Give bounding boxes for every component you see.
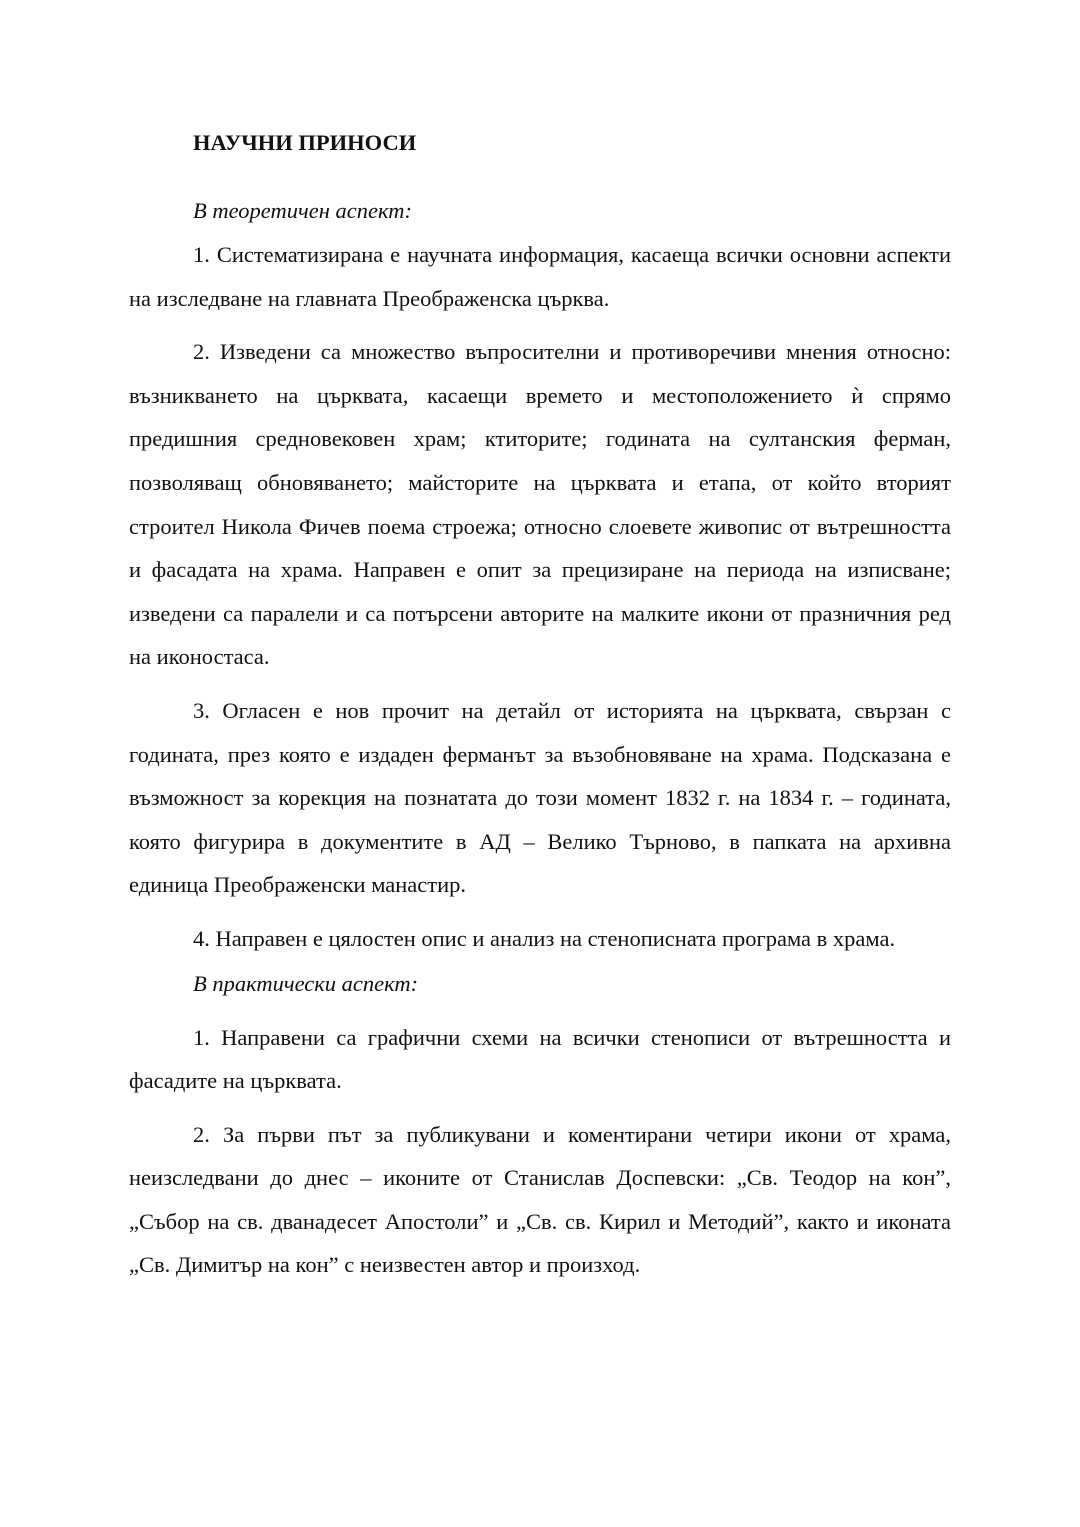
theoretical-item-2: 2. Изведени са множество въпросителни и противоречиви мнения относно: възникването на църквата, касаещи времето и местоположението ѝ спрямо предишния средновековен храм; ктиторите; годината на султанския ферман, позволяващ обновяването; майсторите на църквата и етапа, от който вторият строител Никола Фичев поема строежа; относно слоевете живопис от вътрешността и фасадата на храма. Направен е опит за прецизиране на периода на изписване; изведени са паралели и са потърсени авторите на малките икони от празничния ред на иконостаса. — [129, 339, 951, 670]
document-body — [129, 120, 951, 1297]
section-title: НАУЧНИ ПРИНОСИ — [193, 130, 417, 155]
theoretical-item-4: 4. Направен е цялостен опис и анализ на стенописната програма в храма. — [193, 925, 896, 951]
theoretical-item-1: 1. Систематизирана е научната информация, касаеща всички основни аспекти на изследване на главната Преображенска църква. — [129, 242, 951, 311]
practical-item-1: 1. Направени са графични схеми на всички стенописи от вътрешността и фасадите на църквата. — [129, 1024, 951, 1094]
practical-aspect-heading: В практически аспект: — [193, 970, 419, 996]
theoretical-item-3: 3. Огласен е нов прочит на детайл от историята на църквата, свързан с годината, през която е издаден ферманът за възобновяване на храма. Подсказана е възможност за корекция на познатата до този момент 1832 г. на 1834 г. – годината, която фигурира в документите в АД – Велико Търново, в папката на архивна единица Преображенски манастир. — [129, 697, 951, 898]
practical-item-2: 2. За първи път за публикувани и коментирани четири икони от храма, неизследвани до днес – иконите от Станислав Доспевски: „Св. Теодор на кон”, „Събор на св. дванадесет Апостоли” и „Св. св. Кирил и Методий”, както и иконата „Св. Димитър на кон” с неизвестен автор и произход. — [129, 1121, 951, 1278]
theoretical-aspect-heading: В теоретичен аспект: — [193, 198, 412, 223]
